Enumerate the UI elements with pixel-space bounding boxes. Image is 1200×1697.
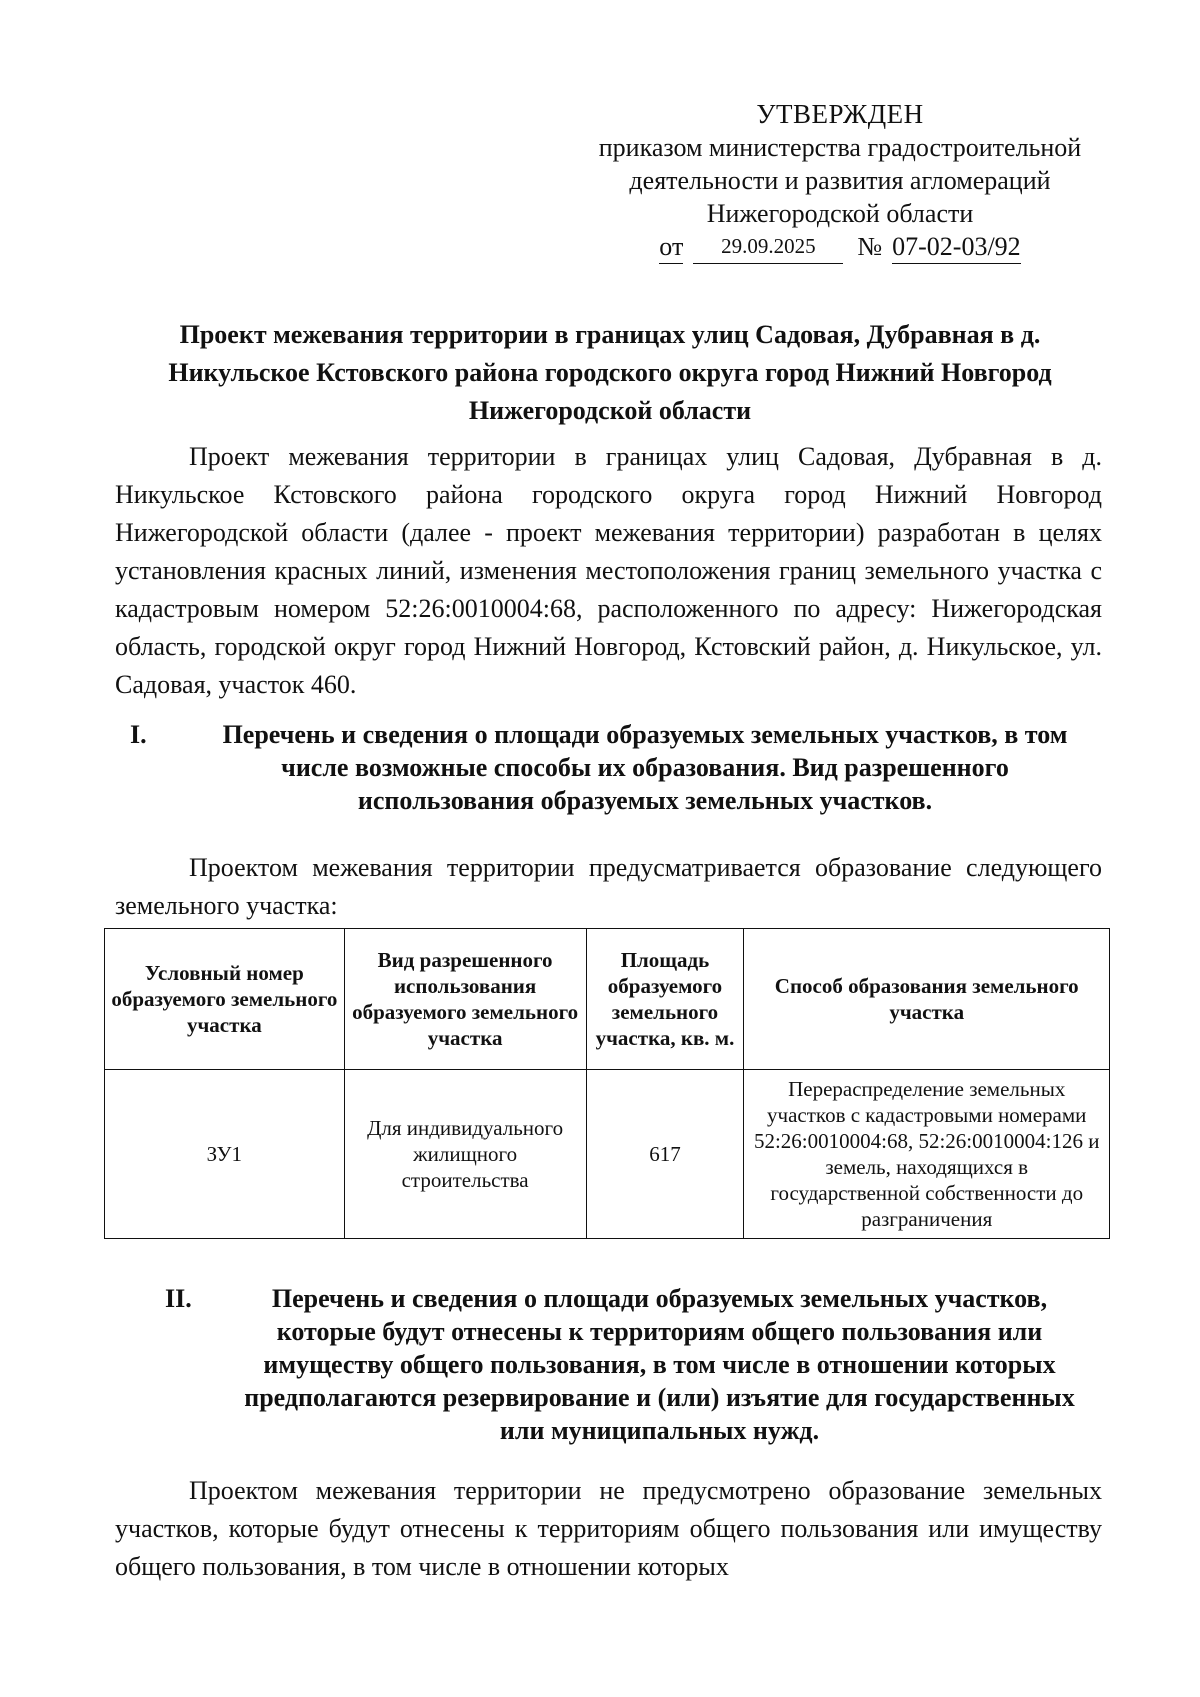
table-header-cell: Способ образования земельного участка <box>744 929 1110 1070</box>
table-row <box>105 1070 1110 1239</box>
section1-text: Проектом межевания территории предусматривается образование следующего земельного участка: <box>115 853 1102 920</box>
table-cell: 617 <box>586 1070 744 1239</box>
section1-number: I. <box>130 720 147 749</box>
section2-text: Проектом межевания территории не предусмотрено образование земельных участков, которые будут отнесены к территориям общего пользования или имуществу общего пользования, в том числе в отношении которых <box>115 1476 1102 1581</box>
table-header-cell: Площадь образуемого земельного участка, кв. м. <box>586 929 744 1070</box>
section2-heading-line: или муниципальных нужд. <box>499 1416 820 1445</box>
section1-heading <box>130 718 1120 817</box>
approval-line: приказом министерства градостроительной <box>598 133 1082 162</box>
approval-number: 07-02-03/92 <box>892 230 1021 264</box>
approval-block <box>560 98 1120 266</box>
table-header-row <box>105 929 1110 1070</box>
approval-line: деятельности и развития агломераций <box>629 166 1051 195</box>
section2-heading <box>165 1282 1110 1447</box>
table-header-cell: Условный номер образуемого земельного участка <box>105 929 345 1070</box>
approval-date: 29.09.2025 <box>693 230 843 264</box>
section2-heading-line: имуществу общего пользования, в том числе в отношении которых <box>263 1350 1056 1379</box>
section1-heading-line: использования образуемых земельных участков. <box>357 786 933 815</box>
section2-heading-line: которые будут отнесены к территориям общего пользования или <box>276 1317 1043 1346</box>
table-header-cell: Вид разрешенного использования образуемого земельного участка <box>344 929 586 1070</box>
section2-heading-line: Перечень и сведения о площади образуемых земельных участков, <box>271 1284 1048 1313</box>
section1-heading-line: числе возможные способы их образования. Вид разрешенного <box>281 753 1009 782</box>
approval-title: УТВЕРЖДЕН <box>756 99 924 129</box>
section1-heading-line: Перечень и сведения о площади образуемых земельных участков, в том <box>222 720 1068 749</box>
section2-heading-line: предполагаются резервирование и (или) изъятие для государственных <box>244 1383 1075 1412</box>
section2-number: II. <box>165 1284 192 1313</box>
parcels-table <box>104 928 1110 1239</box>
intro-paragraph: Проект межевания территории в границах улиц Садовая, Дубравная в д. Никульское Кстовского района городского округа город Нижний Новгород Нижегородской области (далее - проект межевания территории) разработан в целях установления красных линий, изменения местоположения границ земельного участка с кадастровым номером 52:26:0010004:68, расположенного по адресу: Нижегородская область, городской округ город Нижний Новгород, Кстовский район, д. Никульское, ул. Садовая, участок 460. <box>115 442 1102 699</box>
approval-signature-line <box>560 230 1120 266</box>
approval-number-label: № <box>857 232 883 261</box>
approval-line: Нижегородской области <box>706 199 974 228</box>
table-cell: ЗУ1 <box>105 1070 345 1239</box>
approval-from-label: от <box>659 230 683 264</box>
table-cell: Для индивидуального жилищного строительства <box>344 1070 586 1239</box>
table-cell: Перераспределение земельных участков с кадастровыми номерами 52:26:0010004:68, 52:26:0010004:126 и земель, находящихся в государственной собственности до разграничения <box>744 1070 1110 1239</box>
document-title: Проект межевания территории в границах улиц Садовая, Дубравная в д. Никульское Кстовского района городского округа город Нижний Новгород Нижегородской области <box>168 320 1052 425</box>
